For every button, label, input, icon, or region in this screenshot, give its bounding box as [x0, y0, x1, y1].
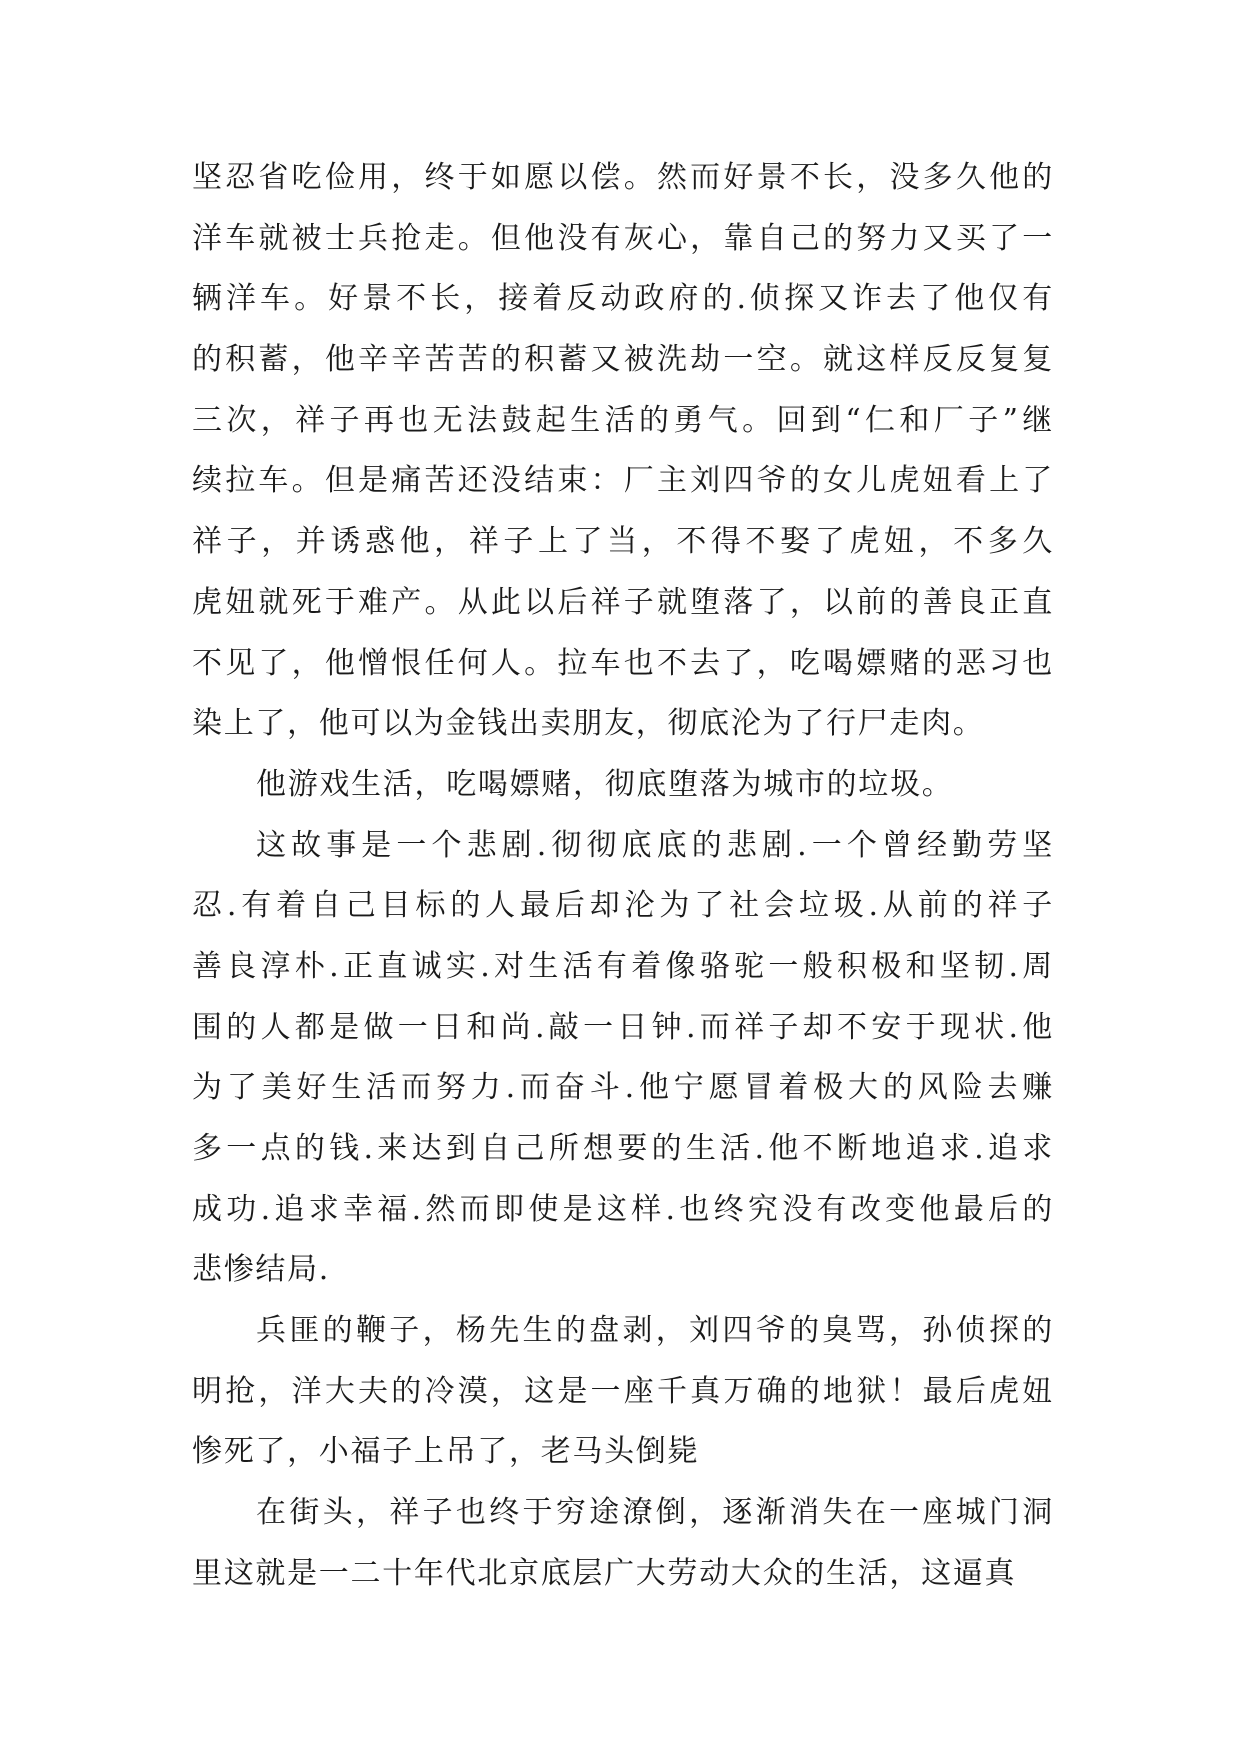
text-line: 为了美好生活而努力.而奋斗.他宁愿冒着极大的风险去赚	[192, 1070, 1054, 1106]
text-line: 兵匪的鞭子，杨先生的盘剥，刘四爷的臭骂，孙侦探的	[256, 1313, 1054, 1349]
paragraph	[192, 826, 1054, 1291]
text-line: 围的人都是做一日和尚.敲一日钟.而祥子却不安于现状.他	[192, 1009, 1054, 1045]
paragraph	[192, 765, 1054, 805]
paragraph	[192, 158, 1054, 744]
text-line: 善良淳朴.正直诚实.对生活有着像骆驼一般积极和坚韧.周	[192, 948, 1054, 984]
text-line: 惨死了，小福子上吊了，老马头倒毙	[192, 1434, 700, 1470]
text-line: 洋车就被士兵抢走。但他没有灰心，靠自己的努力又买了一	[192, 220, 1054, 256]
text-line: 多一点的钱.来达到自己所想要的生活.他不断地追求.追求	[192, 1131, 1054, 1166]
paragraph	[192, 1493, 1054, 1594]
text-line: 明抢，洋大夫的冷漠，这是一座千真万确的地狱！最后虎妞	[192, 1373, 1054, 1409]
text-line: 在街头，祥子也终于穷途潦倒，逐渐消失在一座城门洞	[256, 1495, 1054, 1531]
text-line: 辆洋车。好景不长，接着反动政府的.侦探又诈去了他仅有	[192, 281, 1054, 317]
text-line: 染上了，他可以为金钱出卖朋友，彻底沦为了行尸走肉。	[192, 706, 985, 742]
text-line: 的积蓄，他辛辛苦苦的积蓄又被洗劫一空。就这样反反复复	[192, 342, 1054, 378]
text-line: 忍.有着自己目标的人最后却沦为了社会垃圾.从前的祥子	[192, 888, 1054, 924]
text-line: 虎妞就死于难产。从此以后祥子就堕落了，以前的善良正直	[192, 584, 1054, 620]
text-line: 祥子，并诱惑他，祥子上了当，不得不娶了虎妞，不多久	[192, 524, 1054, 560]
text-line: 里这就是一二十年代北京底层广大劳动大众的生活，这逼真	[192, 1555, 1017, 1591]
text-line: 不见了，他憎恨任何人。拉车也不去了，吃喝嫖赌的恶习也	[192, 645, 1054, 681]
text-line: 他游戏生活，吃喝嫖赌，彻底堕落为城市的垃圾。	[256, 766, 954, 802]
text-line: 成功.追求幸福.然而即使是这样.也终究没有改变他最后的	[192, 1191, 1054, 1227]
text-line: 坚忍省吃俭用，终于如愿以偿。然而好景不长，没多久他的	[192, 160, 1054, 195]
text-line: 三次，祥子再也无法鼓起生活的勇气。回到“仁和厂子”继	[192, 402, 1054, 438]
text-line: 悲惨结局.	[192, 1252, 331, 1288]
text-line: 这故事是一个悲剧.彻彻底底的悲剧.一个曾经勤劳坚	[256, 827, 1054, 863]
body-text	[192, 158, 1054, 1615]
paragraph	[192, 1311, 1054, 1472]
text-line: 续拉车。但是痛苦还没结束：厂主刘四爷的女儿虎妞看上了	[192, 463, 1054, 499]
